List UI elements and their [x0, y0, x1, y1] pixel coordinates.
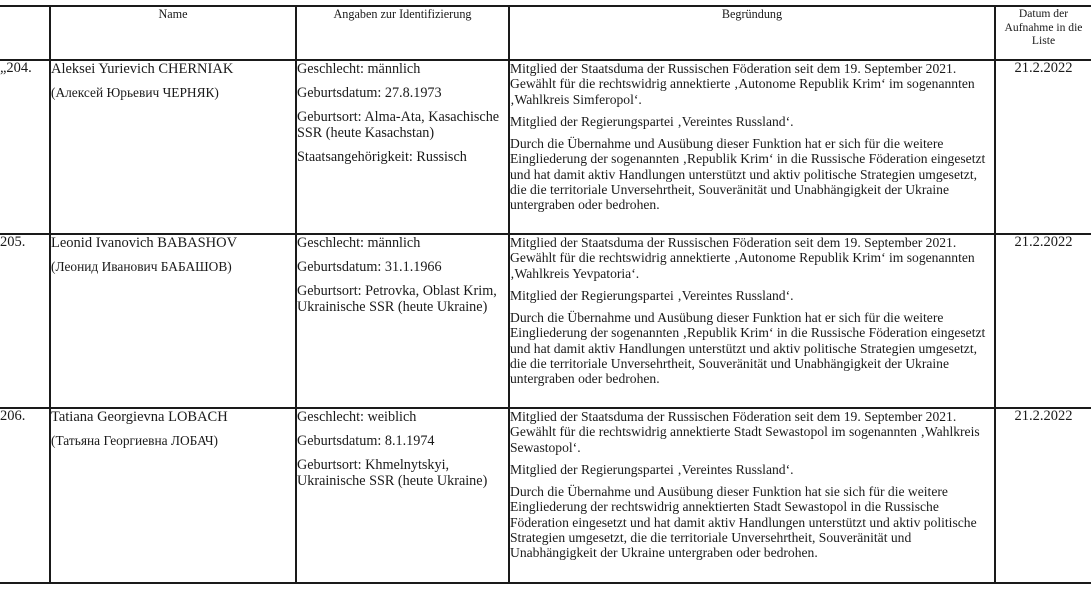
identification-cell: [296, 234, 509, 408]
table-header: [0, 6, 1091, 60]
reason-paragraph: Durch die Übernahme und Ausübung dieser Funktion hat sie sich für die weitere Eingliederung der rechtswidrig annektierten Stadt Sewastopol in die Russische Föderation eingesetzt und hat damit aktiv Handlungen unterstützt und aktiv politische Strategien umgesetzt, die die territoriale Unversehrtheit, Souveränität und Unabhängigkeit der Ukraine untergraben oder bedrohen.: [510, 484, 977, 561]
date-listed: 21.2.2022: [995, 408, 1091, 583]
ident-birthdate: Geburtsdatum: 8.1.1974: [297, 433, 435, 449]
ident-birthdate: Geburtsdatum: 27.8.1973: [297, 85, 442, 101]
header-reasons: Begründung: [509, 6, 995, 60]
date-listed: 21.2.2022: [995, 234, 1091, 408]
name-cyrillic: (Татьяна Георгиевна ЛОБАЧ): [51, 433, 218, 448]
entry-number: 205.: [0, 234, 50, 408]
reason-paragraph: Mitglied der Regierungspartei ‚Vereintes Russland‘.: [510, 287, 794, 303]
ident-birthplace: Geburtsort: Alma-Ata, Kasachische SSR (heute Kasachstan): [297, 109, 500, 141]
identification-cell: [296, 60, 509, 234]
sanctions-table: [0, 5, 1091, 584]
reason-paragraph: Durch die Übernahme und Ausübung dieser Funktion hat er sich für die weitere Eingliederung der sogenannten ‚Republik Krim‘ in die Russische Föderation eingesetzt und hat damit aktiv Handlungen unterstützt und aktiv politische Strategien umgesetzt, die die territoriale Unversehrtheit, Souveränität und Unabhängigkeit der Ukraine untergraben oder bedrohen.: [510, 310, 986, 387]
name-latin: Tatiana Georgievna LOBACH: [51, 409, 228, 425]
reason-paragraph: Mitglied der Staatsduma der Russischen Föderation seit dem 19. September 2021. Gewählt für die rechtswidrig annektierte ‚Autonome Republik Krim‘ im sogenannten ‚Wahlkreis Yevpatoria‘.: [510, 235, 975, 281]
entry-name-cell: [50, 60, 296, 234]
ident-birthdate: Geburtsdatum: 31.1.1966: [297, 259, 442, 275]
name-cyrillic: (Алексей Юрьевич ЧЕРНЯК): [51, 85, 219, 100]
table-body: [0, 60, 1091, 583]
reason-paragraph: Durch die Übernahme und Ausübung dieser Funktion hat er sich für die weitere Eingliederung der sogenannten ‚Republik Krim‘ in die Russische Föderation eingesetzt und hat damit aktiv Handlungen unterstützt und aktiv politische Strategien umgesetzt, die die territoriale Unversehrtheit, Souveränität und Unabhängigkeit der Ukraine untergraben oder bedrohen.: [510, 136, 986, 213]
reason-paragraph: Mitglied der Regierungspartei ‚Vereintes Russland‘.: [510, 113, 794, 129]
ident-birthplace: Geburtsort: Khmelnytskyi, Ukrainische SSR (heute Ukraine): [297, 457, 488, 489]
table-row: [0, 408, 1091, 583]
reasons-cell: [509, 408, 995, 583]
reason-paragraph: Mitglied der Regierungspartei ‚Vereintes Russland‘.: [510, 461, 794, 477]
table-row: [0, 60, 1091, 234]
name-cyrillic: (Леонид Иванович БАБАШОВ): [51, 259, 232, 274]
ident-birthplace: Geburtsort: Petrovka, Oblast Krim, Ukrainische SSR (heute Ukraine): [297, 283, 497, 315]
identification-cell: [296, 408, 509, 583]
entry-name-cell: [50, 408, 296, 583]
entry-number: „204.: [0, 60, 50, 234]
header-name: Name: [50, 6, 296, 60]
name-latin: Leonid Ivanovich BABASHOV: [51, 235, 238, 251]
ident-gender: Geschlecht: weiblich: [297, 409, 417, 425]
reason-paragraph: Mitglied der Staatsduma der Russischen Föderation seit dem 19. September 2021. Gewählt für die rechtswidrig annektierte Stadt Sewastopol im sogenannten ‚Wahlkreis Sewastopol‘.: [510, 409, 980, 455]
date-listed: 21.2.2022: [995, 60, 1091, 234]
header-number: [0, 6, 50, 60]
header-identification: Angaben zur Identifizierung: [296, 6, 509, 60]
reason-paragraph: Mitglied der Staatsduma der Russischen Föderation seit dem 19. September 2021. Gewählt für die rechtswidrig annektierte ‚Autonome Republik Krim‘ im sogenannten ‚Wahlkreis Simferopol‘.: [510, 61, 975, 107]
entry-number: 206.: [0, 408, 50, 583]
reasons-cell: [509, 234, 995, 408]
name-latin: Aleksei Yurievich CHERNIAK: [51, 61, 234, 77]
ident-gender: Geschlecht: männlich: [297, 61, 421, 77]
ident-gender: Geschlecht: männlich: [297, 235, 421, 251]
entry-name-cell: [50, 234, 296, 408]
reasons-cell: [509, 60, 995, 234]
header-row: [0, 6, 1091, 60]
table-row: [0, 234, 1091, 408]
ident-nationality: Staatsangehörigkeit: Russisch: [297, 149, 467, 165]
header-date-listed: Datum der Aufnahme in die Liste: [995, 6, 1091, 60]
